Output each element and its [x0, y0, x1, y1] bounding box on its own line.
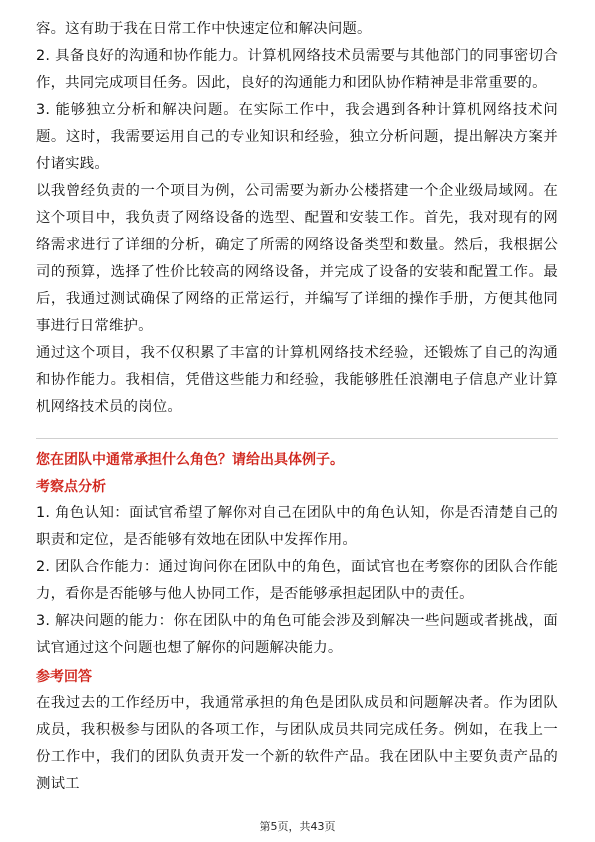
analysis-heading: 考察点分析: [36, 479, 106, 495]
section-divider: [36, 438, 558, 439]
analysis-point-3: 3. 解决问题的能力：你在团队中的角色可能会涉及到解决一些问题或者挑战，面试官通过这个问题也想了解你的问题解决能力。: [36, 613, 558, 656]
analysis-point-2: 2. 团队合作能力：通过询问你在团队中的角色，面试官也在考察你的团队合作能力，看你是否能够与他人协同工作，是否能够承担起团队中的责任。: [36, 559, 558, 602]
conclusion-paragraph: 通过这个项目，我不仅积累了丰富的计算机网络技术经验，还锻炼了自己的沟通和协作能力。我相信，凭借这些能力和经验，我能够胜任浪潮电子信息产业计算机网络技术员的岗位。: [36, 345, 558, 415]
ability-point-3: 3. 能够独立分析和解决问题。在实际工作中，我会遇到各种计算机网络技术问题。这时，我需要运用自己的专业知识和经验，独立分析问题，提出解决方案并付诸实践。: [36, 102, 558, 172]
interview-question: 您在团队中通常承担什么角色？请给出具体例子。: [36, 452, 344, 468]
answer-paragraph: 在我过去的工作经历中，我通常承担的角色是团队成员和问题解决者。作为团队成员，我积极参与团队的各项工作，与团队成员共同完成任务。例如，在我上一份工作中，我们的团队负责开发一个新的软件产品。我在团队中主要负责产品的测试工: [36, 695, 558, 792]
ability-point-2: 2. 具备良好的沟通和协作能力。计算机网络技术员需要与其他部门的同事密切合作，共同完成项目任务。因此，良好的沟通能力和团队协作精神是非常重要的。: [36, 48, 558, 91]
analysis-point-1: 1. 角色认知：面试官希望了解你对自己在团队中的角色认知，你是否清楚自己的职责和定位，是否能够有效地在团队中发挥作用。: [36, 505, 558, 548]
document-page: [36, 16, 558, 798]
answer-heading: 参考回答: [36, 669, 92, 685]
page-number-footer: 第5页，共43页: [259, 820, 336, 833]
project-example-paragraph: 以我曾经负责的一个项目为例，公司需要为新办公楼搭建一个企业级局域网。在这个项目中，我负责了网络设备的选型、配置和安装工作。首先，我对现有的网络需求进行了详细的分析，确定了所需的网络设备类型和数量。然后，我根据公司的预算，选择了性价比较高的网络设备，并完成了设备的安装和配置工作。最后，我通过测试确保了网络的正常运行，并编写了详细的操作手册，方便其他同事进行日常维护。: [36, 183, 558, 334]
paragraph-continuation: 容。这有助于我在日常工作中快速定位和解决问题。: [36, 21, 372, 37]
